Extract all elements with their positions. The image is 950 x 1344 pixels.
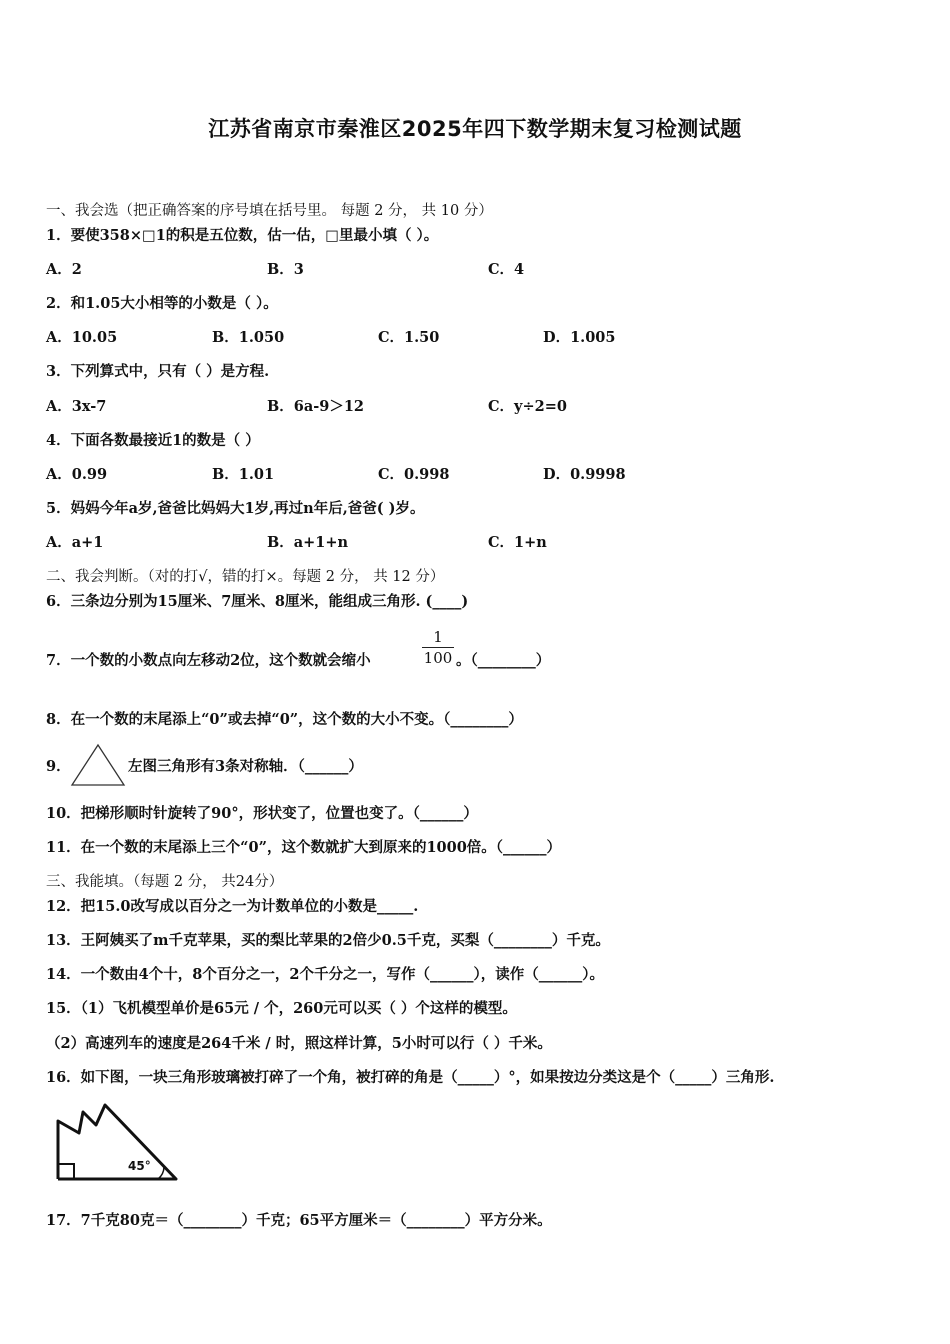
question-7-text: 7．一个数的小数点向左移动2位，这个数就会缩小 (46, 652, 371, 669)
question-15-part-2: （2）高速列车的速度是264千米 / 时，照这样计算，5小时可以行（ ）千米。 (46, 1035, 552, 1052)
q2-option-a: A．10.05 (46, 329, 118, 346)
section-heading-2: 二、我会判断。（对的打√，错的打×。每题 2 分， 共 12 分） (46, 569, 445, 585)
q4-option-d: D．0.9998 (543, 466, 626, 483)
question-10: 10．把梯形顺时针旋转了90°，形状变了，位置也变了。（______） (46, 805, 478, 822)
q2-option-d: D．1.005 (543, 329, 616, 346)
question-12: 12．把15.0改写成以百分之一为计数单位的小数是_____. (46, 898, 419, 915)
q1-option-a: A．2 (46, 261, 82, 278)
question-14: 14．一个数由4个十，8个百分之一，2个千分之一，写作（______），读作（______）。 (46, 966, 604, 983)
fraction-numerator: 1 (433, 628, 443, 646)
q4-option-b: B．1.01 (212, 466, 275, 483)
q1-option-b: B．3 (267, 261, 304, 278)
question-2: 2．和1.05大小相等的小数是（ ）。 (46, 295, 278, 312)
q4-option-c: C．0.998 (378, 466, 450, 483)
section-heading-3: 三、我能填。（每题 2 分， 共24分） (46, 874, 284, 890)
q3-option-a: A．3x-7 (46, 398, 107, 415)
q5-option-a: A．a+1 (46, 534, 104, 551)
q3-option-b: B．6a-9＞12 (267, 398, 365, 415)
question-11: 11．在一个数的末尾添上三个“0”，这个数就扩大到原来的1000倍。（______） (46, 839, 562, 856)
fraction-denominator: 100 (423, 649, 453, 667)
question-15-part-1: 15．（1）飞机模型单价是65元 / 个，260元可以买（ ）个这样的模型。 (46, 1000, 517, 1017)
right-angle-mark (58, 1164, 74, 1179)
question-7-blank: 。（________） (456, 652, 551, 669)
question-6: 6．三条边分别为15厘米、7厘米、8厘米，能组成三角形. (____) (46, 593, 469, 610)
fraction-bar (422, 647, 454, 648)
question-9-number: 9． (46, 758, 71, 775)
question-13: 13．王阿姨买了m千克苹果，买的梨比苹果的2倍少0.5千克，买梨（________）千克。 (46, 932, 610, 949)
isosceles-triangle-shape (72, 745, 124, 785)
question-16: 16．如下图，一块三角形玻璃被打碎了一个角，被打碎的角是（_____）°，如果按边分类这是个（_____）三角形. (46, 1069, 775, 1086)
angle-arc-mark (158, 1167, 164, 1179)
broken-triangle-outline (58, 1105, 176, 1179)
q2-option-c: C．1.50 (378, 329, 440, 346)
q5-option-b: B．a+1+n (267, 534, 349, 551)
triangle-figure (70, 743, 126, 787)
question-4: 4．下面各数最接近1的数是（ ） (46, 432, 260, 449)
question-3: 3．下列算式中，只有（ ）是方程. (46, 363, 270, 380)
broken-triangle-figure (50, 1100, 185, 1186)
q1-option-c: C．4 (488, 261, 525, 278)
q5-option-c: C．1+n (488, 534, 547, 551)
question-5: 5．妈妈今年a岁,爸爸比妈妈大1岁,再过n年后,爸爸( )岁。 (46, 500, 425, 517)
fraction-one-hundredth (422, 628, 454, 667)
question-9-text: 左图三角形有3条对称轴．（______） (128, 758, 363, 775)
q4-option-a: A．0.99 (46, 466, 108, 483)
q3-option-c: C．y÷2=0 (488, 398, 567, 415)
question-17: 17．7千克80克＝（________）千克；65平方厘米＝（________）平方分米。 (46, 1212, 552, 1229)
page-title: 江苏省南京市秦淮区2025年四下数学期末复习检测试题 (208, 117, 742, 141)
section-heading-1: 一、我会选（把正确答案的序号填在括号里。 每题 2 分， 共 10 分） (46, 203, 493, 219)
q2-option-b: B．1.050 (212, 329, 285, 346)
question-1: 1．要使358×□1的积是五位数，估一估，□里最小填（ ）。 (46, 227, 439, 244)
question-8: 8．在一个数的末尾添上“0”或去掉“0”，这个数的大小不变。（________） (46, 711, 523, 728)
angle-label-45: 45° (128, 1159, 151, 1173)
